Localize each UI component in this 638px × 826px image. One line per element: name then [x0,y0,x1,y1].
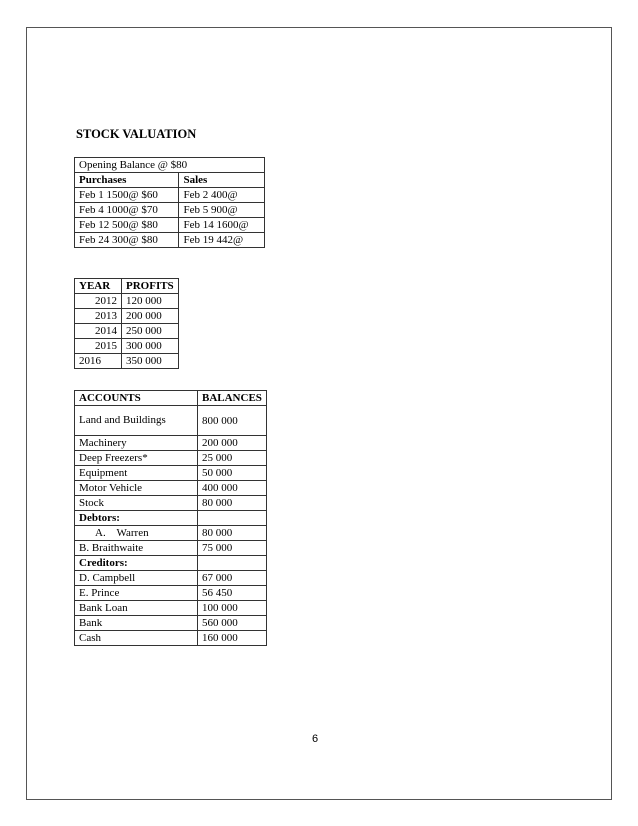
table-row [75,526,267,541]
account-cell: Equipment [75,466,198,481]
year-cell: 2015 [75,339,122,354]
table-row [75,496,267,511]
purchases-header: Purchases [75,173,179,188]
opening-balance-cell: Opening Balance @ $80 [75,158,265,173]
balance-cell: 160 000 [198,631,267,646]
table-row [75,309,179,324]
table-row [75,324,179,339]
year-cell: 2014 [75,324,122,339]
accounts-header: ACCOUNTS [75,391,198,406]
account-cell: Bank [75,616,198,631]
stock-valuation-table [74,157,265,248]
balance-cell [198,511,267,526]
table-row [75,203,265,218]
profits-header: PROFITS [122,279,179,294]
table-row [75,158,265,173]
table-row [75,481,267,496]
table-row [75,294,179,309]
balance-cell: 75 000 [198,541,267,556]
profit-cell: 200 000 [122,309,179,324]
balance-cell: 67 000 [198,571,267,586]
table-row [75,586,267,601]
table-row [75,218,265,233]
balance-cell: 50 000 [198,466,267,481]
table-row [75,451,267,466]
accounts-table [74,390,267,646]
sale-cell: Feb 2 400@ [179,188,265,203]
table-row [75,406,267,436]
table-row [75,354,179,369]
table-row [75,571,267,586]
account-cell: Machinery [75,436,198,451]
sale-cell: Feb 19 442@ [179,233,265,248]
balance-cell: 560 000 [198,616,267,631]
account-cell: A. Warren [75,526,198,541]
year-header: YEAR [75,279,122,294]
table-row [75,541,267,556]
purchase-cell: Feb 4 1000@ $70 [75,203,179,218]
sale-cell: Feb 14 1600@ [179,218,265,233]
balance-cell: 80 000 [198,526,267,541]
account-cell: Motor Vehicle [75,481,198,496]
balance-cell: 100 000 [198,601,267,616]
table-row [75,511,267,526]
account-cell: Land and Buildings [75,406,198,436]
balance-cell: 80 000 [198,496,267,511]
table-row [75,339,179,354]
creditors-heading-cell: Creditors: [75,556,198,571]
balance-cell: 800 000 [198,406,267,436]
account-cell: Stock [75,496,198,511]
balance-cell: 56 450 [198,586,267,601]
purchase-cell: Feb 1 1500@ $60 [75,188,179,203]
account-cell: Cash [75,631,198,646]
sale-cell: Feb 5 900@ [179,203,265,218]
table-row [75,601,267,616]
table-header-row [75,279,179,294]
balance-cell: 25 000 [198,451,267,466]
table-row [75,556,267,571]
balances-header: BALANCES [198,391,267,406]
debtors-heading-cell: Debtors: [75,511,198,526]
account-cell: D. Campbell [75,571,198,586]
profits-table [74,278,179,369]
table-row [75,616,267,631]
balance-cell: 200 000 [198,436,267,451]
account-cell: B. Braithwaite [75,541,198,556]
table-row [75,466,267,481]
page-title: STOCK VALUATION [76,127,197,141]
profit-cell: 300 000 [122,339,179,354]
year-cell: 2012 [75,294,122,309]
page-number: 6 [312,733,319,745]
table-header-row [75,173,265,188]
table-row [75,233,265,248]
table-row [75,188,265,203]
balance-cell [198,556,267,571]
profit-cell: 120 000 [122,294,179,309]
year-cell: 2016 [75,354,122,369]
profit-cell: 350 000 [122,354,179,369]
balance-cell: 400 000 [198,481,267,496]
account-cell: Deep Freezers* [75,451,198,466]
table-header-row [75,391,267,406]
purchase-cell: Feb 12 500@ $80 [75,218,179,233]
table-row [75,631,267,646]
year-cell: 2013 [75,309,122,324]
profit-cell: 250 000 [122,324,179,339]
account-cell: E. Prince [75,586,198,601]
sales-header: Sales [179,173,265,188]
purchase-cell: Feb 24 300@ $80 [75,233,179,248]
table-row [75,436,267,451]
account-cell: Bank Loan [75,601,198,616]
